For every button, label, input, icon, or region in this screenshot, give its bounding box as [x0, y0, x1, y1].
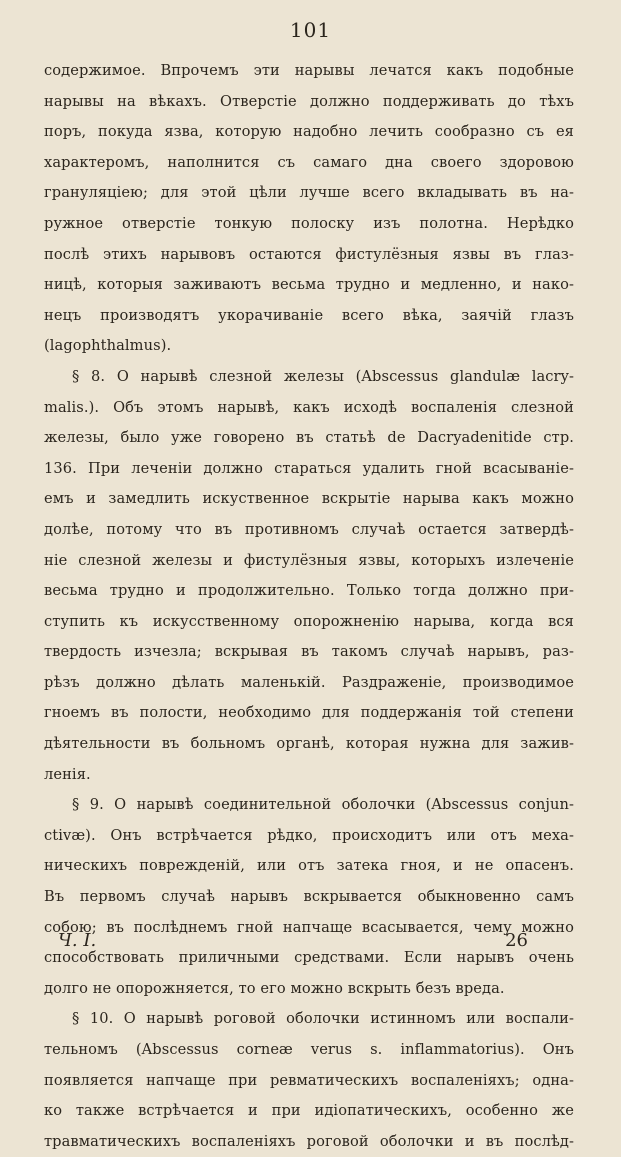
text-line: ctivæ). Онъ встрѣчается рѣдко, происходитъ или отъ меха-: [44, 826, 574, 844]
section-heading-9: § 9. О нарывѣ соединительной оболочки (Abscessus conjun-: [72, 796, 574, 814]
text-line: тельномъ (Abscessus corneæ verus s. inflammatorius). Онъ: [44, 1041, 574, 1058]
text-line: ступить къ искусственному опорожненію нарыва, когда вся: [44, 612, 574, 630]
text-line: появляется напчаще при ревматическихъ воспаленіяхъ; одна-: [44, 1071, 574, 1089]
text-line: ницѣ, которыя заживаютъ весьма трудно и медленно, и нако-: [44, 276, 574, 294]
text-line: нецъ производятъ укорачиваніе всего вѣка, заячій глазъ: [44, 306, 574, 324]
text-line: (lagophthalmus).: [44, 337, 172, 355]
text-line: травматическихъ воспаленіяхъ роговой оболочки и въ послѣд-: [44, 1132, 574, 1150]
text-line: ніе слезной железы и фистулёзныя язвы, которыхъ излеченіе: [44, 551, 574, 569]
text-line: характеромъ, наполнится съ самаго дна своего здоровою: [44, 153, 574, 171]
text-line: ленія.: [44, 765, 91, 783]
text-line: грануляціею; для этой цѣли лучше всего вкладывать въ на-: [44, 184, 574, 202]
text-line: емъ и замедлить искуственное вскрытіе нарыва какъ можно: [44, 490, 574, 508]
body-text: [44, 56, 574, 1157]
text-line: содержимое. Впрочемъ эти нарывы лечатся какъ подобные: [44, 62, 574, 79]
text-line: поръ, покуда язва, которую надобно лечить сообразно съ ея: [44, 123, 574, 141]
text-line: послѣ этихъ нарывовъ остаются фистулёзныя язвы въ глаз-: [44, 245, 574, 263]
text-line: ническихъ поврежденій, или отъ затека гноя, и не опасенъ.: [44, 857, 574, 875]
text-line: malis.). Объ этомъ нарывѣ, какъ исходѣ воспаленія слезной: [44, 398, 574, 416]
text-line: долго не опорожняется, то его можно вскрыть безъ вреда.: [44, 979, 505, 997]
volume-signature: Ч. I.: [58, 930, 97, 951]
sheet-number: 26: [505, 930, 528, 951]
section-heading-10: § 10. О нарывѣ роговой оболочки истинномъ или воспали-: [72, 1010, 574, 1028]
text-line: железы, было уже говорено въ статьѣ de Dacryadenitide стр.: [44, 429, 574, 447]
text-line: способствовать приличными средствами. Если нарывъ очень: [44, 949, 574, 967]
text-line: собою; въ послѣднемъ гной напчаще всасывается, чему можно: [44, 918, 574, 936]
text-line: ко также встрѣчается и при идіопатическихъ, особенно же: [44, 1102, 574, 1120]
page-number: 101: [289, 18, 332, 42]
text-line: гноемъ въ полости, необходимо для поддержанія той степени: [44, 704, 574, 722]
section-heading-8: § 8. О нарывѣ слезной железы (Abscessus glandulæ lacry-: [72, 367, 574, 385]
text-line: нарывы на вѣкахъ. Отверстіе должно поддерживать до тѣхъ: [44, 92, 574, 110]
text-line: весьма трудно и продолжительно. Только тогда должно при-: [44, 582, 574, 600]
text-line: 136. При леченіи должно стараться удалить гной всасываніе-: [44, 459, 574, 477]
text-line: твердость изчезла; вскрывая въ такомъ случаѣ нарывъ, раз-: [44, 643, 574, 661]
text-line: дѣятельности въ больномъ органѣ, которая нужна для зажив-: [44, 735, 574, 753]
text-line: ружное отверстіе тонкую полоску изъ полотна. Нерѣдко: [44, 214, 574, 232]
text-line: рѣзъ должно дѣлать маленькій. Раздраженіе, производимое: [44, 673, 574, 691]
text-line: долѣе, потому что въ противномъ случаѣ остается затвердѣ-: [44, 520, 574, 538]
text-line: Въ первомъ случаѣ нарывъ вскрывается обыкновенно самъ: [44, 888, 574, 906]
